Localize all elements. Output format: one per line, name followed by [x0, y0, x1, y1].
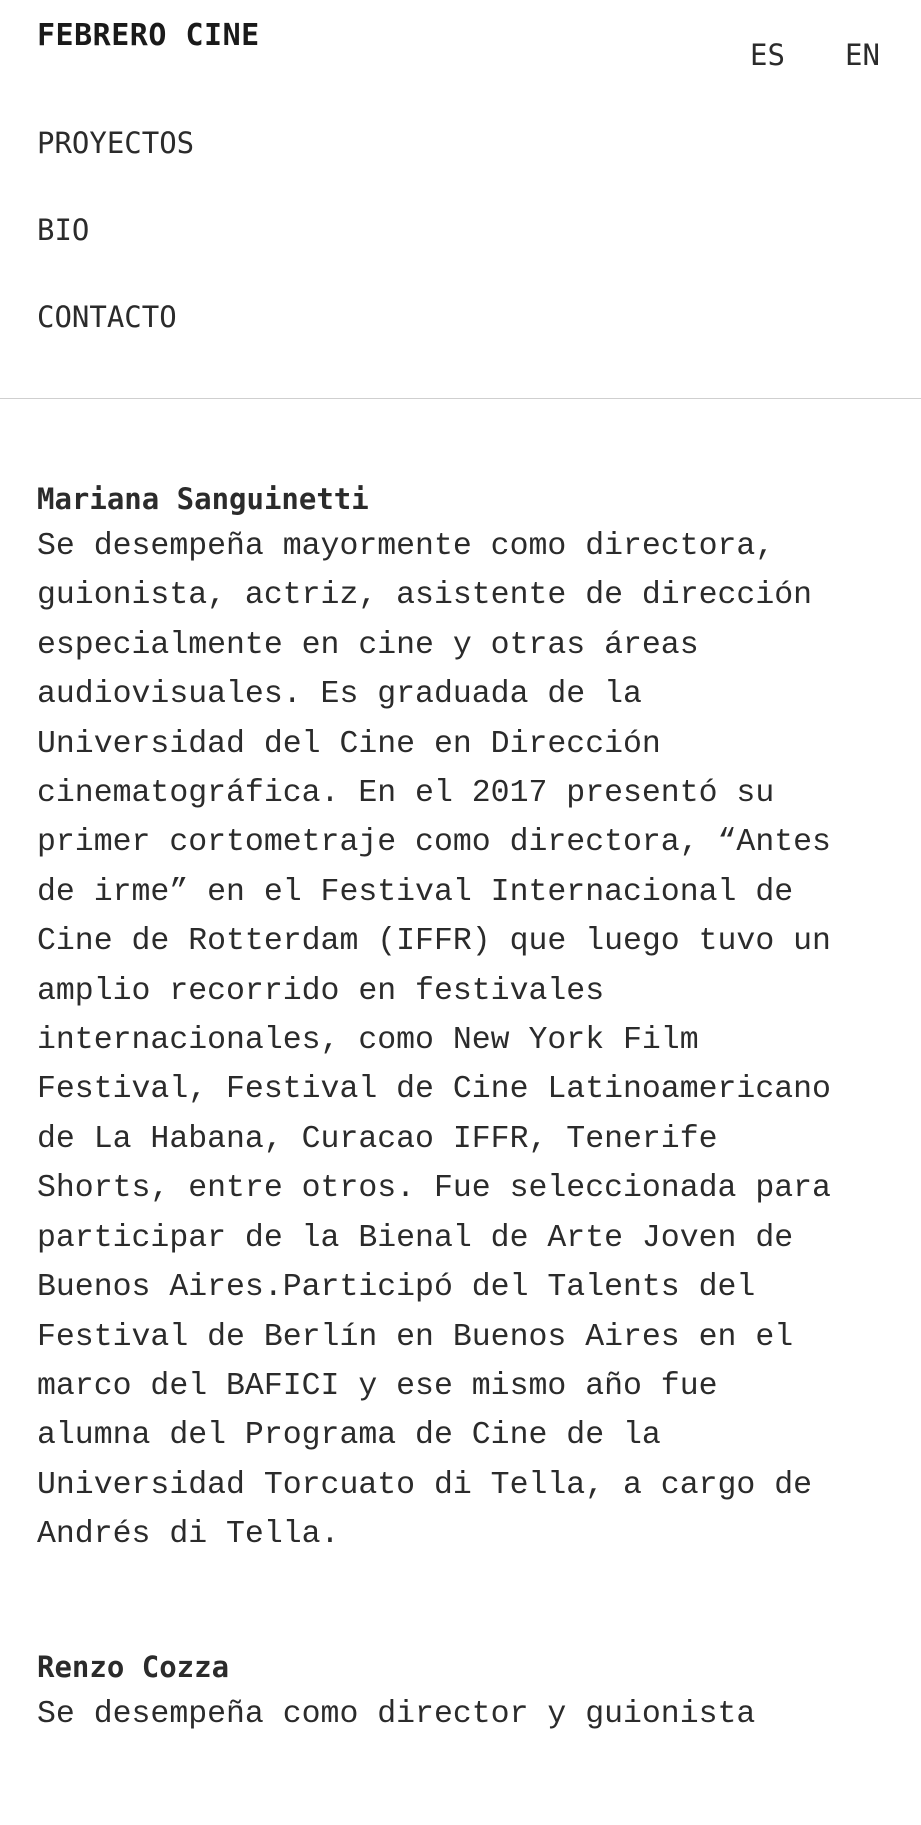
nav-item-proyectos[interactable]: PROYECTOS [37, 126, 195, 160]
bio-content [37, 478, 897, 1825]
nav-item-bio[interactable]: BIO [37, 213, 90, 247]
person-entry [37, 1646, 897, 1739]
person-entry [37, 478, 897, 1560]
brand-logo-link[interactable]: FEBRERO CINE [37, 18, 260, 53]
person-bio: Se desempeña mayormente como directora, guionista, actriz, asistente de dirección especialmente en cine y otras áreas audiovisuales. Es graduada de la Universidad del Cine en Dirección cinematográfica. En el 2017 presentó su primer cortometraje como directora, “Antes de irme” en el Festival Internacional de Cine de Rotterdam (IFFR) que luego tuvo un amplio recorrido en festivales internacionales, como New York Film Festival, Festival de Cine Latinoamericano de La Habana, Curacao IFFR, Tenerife Shorts, entre otros. Fue seleccionada para participar de la Bienal de Arte Joven de Buenos Aires.Participó del Talents del Festival de Berlín en Buenos Aires en el marco del BAFICI y ese mismo año fue alumna del Programa de Cine de la Universidad Torcuato di Tella, a cargo de Andrés di Tella. [37, 529, 831, 1553]
site-header [0, 0, 921, 399]
person-name: Renzo Cozza [37, 1649, 230, 1684]
nav-item-contacto[interactable]: CONTACTO [37, 300, 177, 334]
language-en-link[interactable]: EN [845, 38, 880, 72]
main-nav [37, 125, 194, 386]
person-name: Mariana Sanguinetti [37, 482, 369, 516]
person-bio: Se desempeña como director y guionista [37, 1696, 756, 1732]
language-es-link[interactable]: ES [750, 38, 785, 72]
